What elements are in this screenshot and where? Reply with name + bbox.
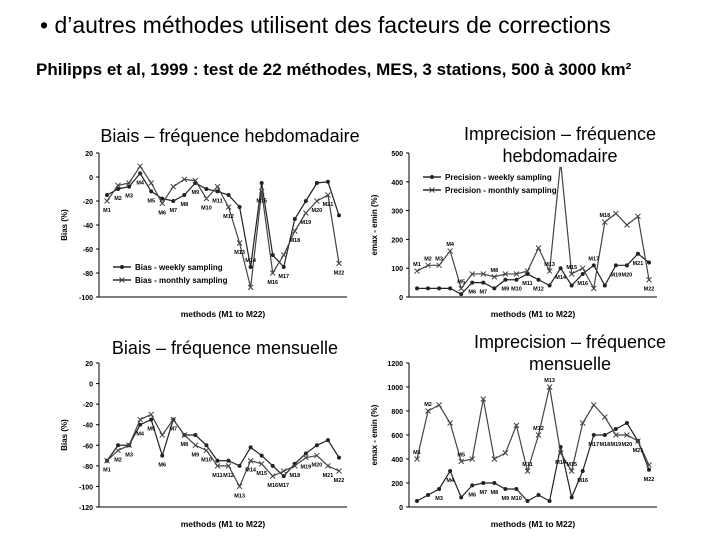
data-point-dot: [503, 487, 507, 491]
point-label: M5: [457, 452, 466, 459]
y-tick-label: -60: [82, 247, 93, 254]
data-point-dot: [647, 260, 651, 264]
point-label: M10: [201, 457, 212, 464]
bullet-glyph: •: [40, 12, 49, 38]
y-tick-label: 500: [391, 151, 403, 158]
data-point-dot: [293, 217, 297, 221]
data-point-cross: [193, 443, 198, 448]
data-point-dot: [614, 263, 618, 267]
y-tick-label: 0: [399, 295, 403, 302]
data-point-dot: [326, 180, 330, 184]
point-label: M20: [311, 462, 323, 469]
data-point-dot: [138, 171, 142, 175]
data-point-cross: [204, 196, 209, 201]
data-point-cross: [138, 417, 143, 422]
data-point-dot: [116, 443, 120, 447]
data-point-dot: [470, 483, 474, 487]
point-label: M12: [223, 214, 234, 220]
data-point-dot: [581, 469, 585, 473]
data-point-dot: [570, 283, 574, 287]
point-label: M19: [610, 442, 622, 448]
point-label: M19: [610, 272, 622, 279]
data-point-cross: [580, 266, 585, 271]
data-point-dot: [525, 499, 529, 503]
data-point-dot: [426, 493, 430, 497]
data-point-dot: [326, 438, 330, 442]
data-point-dot: [459, 495, 463, 499]
data-point-cross: [237, 484, 242, 489]
point-label: M8: [490, 267, 499, 274]
point-label: M16: [267, 483, 279, 490]
point-label: M11: [212, 198, 223, 205]
data-point-dot: [227, 459, 231, 463]
data-point-dot: [614, 427, 618, 431]
data-point-cross: [138, 164, 143, 169]
point-label: M7: [169, 208, 178, 214]
point-label: M2: [114, 457, 122, 464]
data-point-dot: [238, 205, 242, 209]
point-label: M14: [245, 467, 256, 474]
point-label: M6: [468, 289, 477, 296]
chart-title: Imprecision – fréquence hebdomadaire: [445, 123, 675, 167]
legend-label: Bias - monthly sampling: [135, 276, 228, 285]
data-point-dot: [260, 454, 264, 458]
data-point-dot: [548, 499, 552, 503]
point-label: M10: [201, 205, 212, 212]
y-axis-title: emax - emin (%): [370, 194, 379, 256]
data-point-cross: [215, 184, 220, 189]
data-point-cross: [160, 433, 165, 438]
point-label: M13: [234, 250, 245, 256]
y-tick-label: 1200: [387, 361, 403, 368]
x-axis-title: methods (M1 to M22): [180, 519, 266, 529]
chart-panel-imprecision-monthly: [365, 332, 667, 535]
y-tick-label: 0: [399, 505, 403, 512]
point-label: M2: [114, 196, 122, 202]
data-point-dot: [238, 464, 242, 468]
y-tick-label: 100: [391, 266, 403, 274]
point-label: M6: [158, 462, 167, 469]
point-label: M21: [322, 472, 334, 479]
x-axis-title: methods (M1 to M22): [180, 309, 266, 319]
slide-subheading: Philipps et al, 1999 : test de 22 méthodes, MES, 3 stations, 500 à 3000 km²: [36, 60, 632, 79]
point-label: M13: [544, 262, 555, 269]
y-tick-label: 400: [391, 457, 403, 464]
y-tick-label: 1000: [387, 385, 403, 392]
point-label: M10: [511, 496, 522, 502]
point-label: M22: [333, 270, 345, 277]
series-line: [417, 423, 649, 501]
point-label: M16: [577, 280, 589, 287]
data-point-dot: [105, 193, 109, 197]
point-label: M9: [501, 496, 510, 502]
point-label: M4: [136, 431, 144, 438]
data-point-dot: [127, 185, 131, 189]
point-label: M3: [125, 452, 133, 459]
chart-title: Biais – fréquence mensuelle: [95, 337, 355, 359]
point-label: M19: [300, 464, 312, 471]
data-point-cross: [281, 253, 286, 258]
data-point-dot: [337, 213, 341, 217]
y-tick-label: -60: [82, 443, 93, 451]
data-point-cross: [415, 269, 420, 274]
data-point-dot: [592, 433, 596, 437]
x-axis-title: methods (M1 to M22): [490, 309, 576, 319]
point-label: M6: [468, 492, 477, 499]
data-point-dot: [304, 199, 308, 203]
data-point-dot: [160, 454, 164, 458]
legend-marker-dot: [430, 175, 434, 179]
data-point-dot: [625, 263, 629, 267]
point-label: M19: [300, 220, 312, 226]
data-point-dot: [537, 493, 541, 497]
data-point-dot: [271, 253, 275, 257]
data-point-dot: [603, 433, 607, 437]
data-point-dot: [581, 272, 585, 276]
data-point-cross: [149, 181, 154, 186]
point-label: M8: [180, 442, 189, 448]
data-point-cross: [624, 223, 629, 228]
point-label: M14: [555, 275, 566, 282]
data-point-cross: [337, 469, 342, 474]
point-label: M16: [267, 280, 279, 286]
y-tick-label: 600: [391, 433, 403, 440]
y-tick-label: 0: [89, 381, 93, 389]
point-label: M17: [588, 442, 600, 448]
data-point-cross: [116, 448, 121, 453]
y-axis-title: Bias (%): [60, 209, 69, 241]
data-point-dot: [514, 278, 518, 282]
point-label: M4: [136, 180, 144, 187]
point-label: M11: [522, 280, 533, 287]
data-point-cross: [591, 403, 596, 408]
data-point-dot: [227, 193, 231, 197]
y-tick-label: -80: [82, 463, 93, 471]
heading-text: d’autres méthodes utilisent des facteurs de corrections: [54, 12, 611, 38]
chart-title: Biais – fréquence hebdomadaire: [85, 125, 375, 147]
point-label: M22: [643, 286, 655, 293]
data-point-dot: [548, 283, 552, 287]
data-point-dot: [503, 278, 507, 282]
data-point-dot: [592, 263, 596, 267]
point-label: M2: [424, 256, 432, 263]
slide-heading: [40, 12, 611, 39]
point-label: M18: [599, 213, 611, 220]
point-label: M15: [256, 198, 268, 205]
point-label: M21: [632, 448, 644, 454]
point-label: M1: [103, 467, 111, 474]
data-point-cross: [292, 229, 297, 234]
data-point-dot: [559, 266, 563, 270]
data-point-dot: [426, 286, 430, 290]
point-label: M17: [278, 274, 290, 280]
data-point-dot: [282, 474, 286, 478]
data-point-dot: [459, 292, 463, 296]
data-point-dot: [448, 469, 452, 473]
chart-svg-bias-monthly: [55, 335, 355, 535]
point-label: M12: [223, 472, 234, 479]
point-label: M9: [191, 190, 200, 196]
data-point-cross: [149, 412, 154, 417]
point-label: M22: [643, 476, 655, 483]
legend-label: Bias - weekly sampling: [135, 263, 223, 272]
point-label: M16: [577, 478, 589, 484]
chart-panel-imprecision-weekly: [365, 125, 665, 325]
data-point-dot: [647, 468, 651, 472]
data-point-cross: [303, 211, 308, 216]
chart-title: Imprecision – fréquence mensuelle: [465, 331, 675, 375]
data-point-cross: [314, 199, 319, 204]
point-label: M13: [544, 378, 555, 384]
legend-label: Precision - monthly sampling: [445, 186, 557, 195]
data-point-cross: [613, 211, 618, 216]
y-tick-label: 20: [85, 151, 93, 158]
point-label: M21: [632, 260, 644, 267]
y-tick-label: -120: [78, 505, 93, 512]
point-label: M1: [103, 208, 111, 214]
data-point-dot: [437, 487, 441, 491]
data-point-dot: [337, 456, 341, 460]
point-label: M1: [413, 262, 421, 269]
data-point-cross: [105, 199, 110, 204]
point-label: M18: [289, 238, 301, 244]
data-point-cross: [503, 451, 508, 456]
point-label: M14: [245, 258, 256, 264]
point-label: M18: [599, 442, 611, 448]
point-label: M15: [566, 264, 578, 271]
point-label: M9: [191, 452, 200, 459]
y-tick-label: -20: [82, 402, 93, 410]
point-label: M15: [566, 462, 578, 468]
data-point-dot: [315, 443, 319, 447]
chart-svg-bias-weekly: [55, 125, 355, 325]
point-label: M11: [522, 462, 533, 468]
y-tick-label: -40: [82, 223, 93, 230]
y-tick-label: 200: [391, 237, 403, 245]
y-tick-label: 800: [391, 409, 403, 416]
point-label: M20: [621, 442, 633, 448]
data-point-cross: [270, 474, 275, 479]
y-tick-label: 200: [391, 481, 403, 488]
data-point-dot: [570, 495, 574, 499]
data-point-dot: [204, 443, 208, 447]
data-point-dot: [470, 281, 474, 285]
data-point-dot: [260, 181, 264, 185]
data-point-dot: [514, 487, 518, 491]
chart-panel-bias-monthly: [55, 335, 355, 535]
point-label: M7: [479, 490, 488, 496]
data-point-cross: [437, 403, 442, 408]
data-point-dot: [636, 252, 640, 256]
data-point-dot: [271, 464, 275, 468]
point-label: M13: [234, 493, 245, 500]
data-point-dot: [193, 433, 197, 437]
point-label: M10: [511, 286, 522, 293]
point-label: M20: [311, 208, 323, 214]
point-label: M7: [479, 289, 488, 296]
y-tick-label: 300: [391, 208, 403, 216]
y-tick-label: -20: [82, 199, 93, 206]
data-point-dot: [492, 481, 496, 485]
point-label: M3: [125, 193, 133, 200]
y-tick-label: 20: [85, 361, 93, 368]
data-point-dot: [537, 278, 541, 282]
data-point-cross: [204, 448, 209, 453]
data-point-cross: [536, 246, 541, 251]
data-point-cross: [325, 463, 330, 468]
data-point-cross: [171, 184, 176, 189]
point-label: M7: [169, 426, 178, 433]
data-point-dot: [625, 421, 629, 425]
data-point-cross: [160, 201, 165, 206]
point-label: M4: [446, 241, 454, 248]
data-point-dot: [215, 459, 219, 463]
point-label: M8: [490, 490, 499, 496]
chart-panel-bias-weekly: [55, 125, 360, 325]
data-point-dot: [415, 286, 419, 290]
data-point-dot: [171, 199, 175, 203]
data-point-cross: [602, 415, 607, 420]
y-axis-title: Bias (%): [60, 419, 69, 451]
point-label: M21: [322, 202, 334, 208]
point-label: M3: [435, 256, 443, 263]
y-tick-label: 400: [391, 179, 403, 187]
data-point-dot: [182, 193, 186, 197]
data-point-dot: [492, 286, 496, 290]
point-label: M3: [435, 496, 443, 502]
point-label: M2: [424, 402, 432, 408]
data-point-dot: [481, 281, 485, 285]
point-label: M5: [147, 198, 156, 205]
point-label: M18: [289, 472, 301, 479]
data-point-dot: [204, 187, 208, 191]
x-axis-title: methods (M1 to M22): [490, 519, 576, 529]
point-label: M22: [333, 478, 345, 484]
data-point-dot: [481, 481, 485, 485]
legend-label: Precision - weekly sampling: [445, 173, 552, 182]
point-label: M5: [457, 279, 466, 286]
data-point-cross: [281, 469, 286, 474]
point-label: M12: [533, 426, 544, 432]
point-label: M12: [533, 286, 544, 293]
y-axis-title: emax - emin (%): [370, 404, 379, 466]
point-label: M17: [278, 483, 290, 490]
legend-marker-dot: [120, 265, 124, 269]
y-tick-label: -100: [78, 295, 93, 302]
point-label: M8: [180, 202, 189, 208]
point-label: M6: [158, 210, 167, 217]
point-label: M5: [147, 426, 156, 433]
y-tick-label: -80: [82, 271, 93, 278]
y-tick-label: -100: [78, 484, 93, 492]
data-point-dot: [315, 181, 319, 185]
point-label: M15: [256, 470, 268, 477]
point-label: M14: [555, 460, 566, 466]
y-tick-label: -40: [82, 422, 93, 430]
data-point-dot: [415, 499, 419, 503]
data-point-dot: [149, 189, 153, 193]
data-point-dot: [437, 286, 441, 290]
point-label: M4: [446, 478, 454, 484]
data-point-dot: [448, 286, 452, 290]
point-label: M20: [621, 272, 633, 279]
data-point-dot: [249, 265, 253, 269]
data-point-dot: [249, 445, 253, 449]
y-tick-label: 0: [89, 175, 93, 182]
point-label: M17: [588, 256, 600, 263]
data-point-dot: [304, 452, 308, 456]
point-label: M1: [413, 450, 421, 456]
point-label: M9: [501, 286, 510, 293]
point-label: M11: [212, 472, 223, 479]
data-point-dot: [603, 283, 607, 287]
data-point-dot: [282, 265, 286, 269]
